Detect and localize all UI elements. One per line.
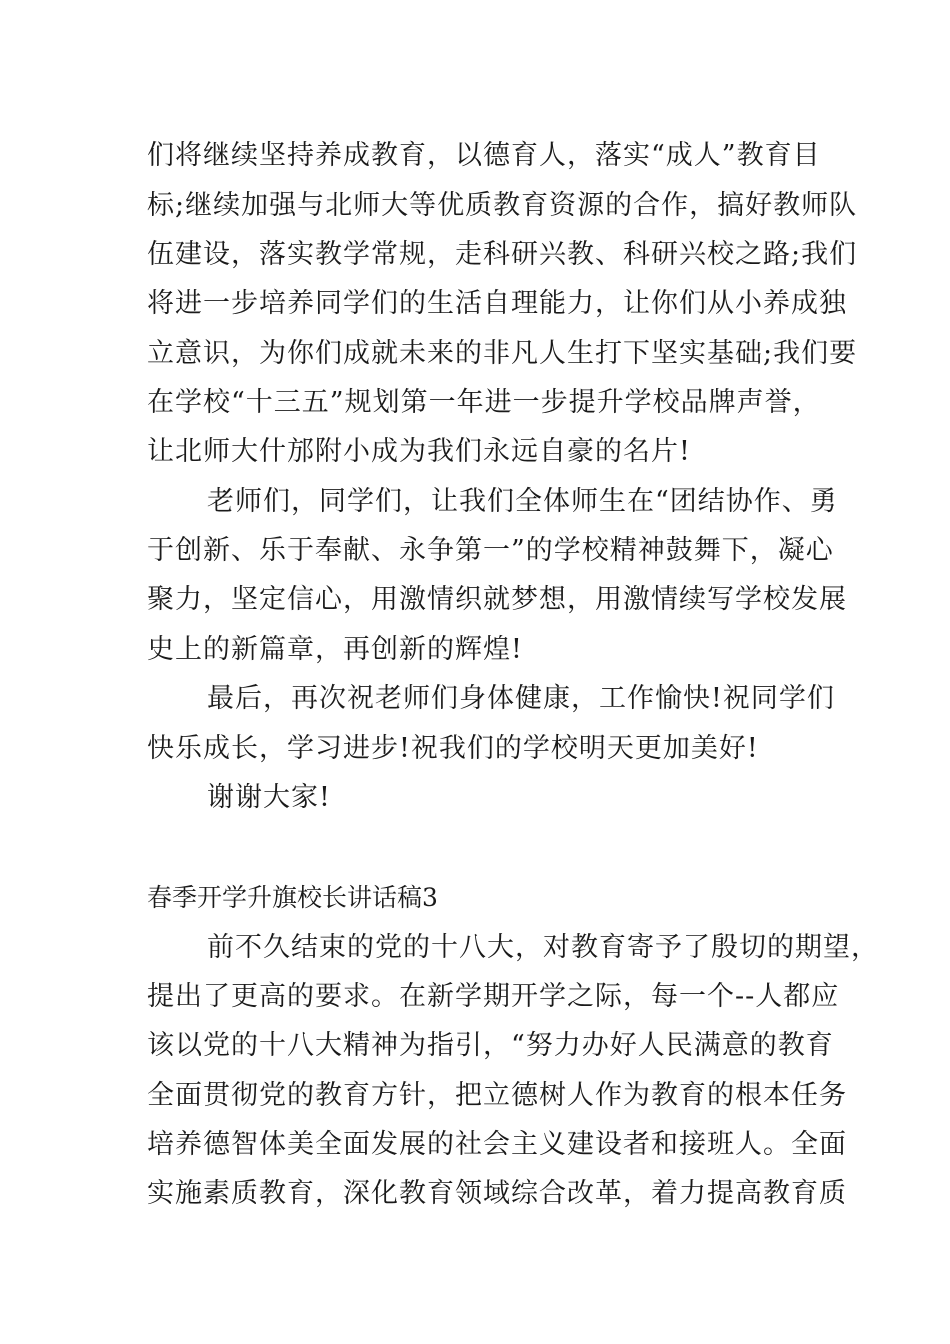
paragraph-line: 聚力，坚定信心，用激情织就梦想，用激情续写学校发展 [147, 584, 847, 615]
section-heading: 春季开学升旗校长讲话稿3 [147, 883, 438, 912]
paragraph-line: 培养德智体美全面发展的社会主义建设者和接班人。全面 [147, 1129, 847, 1160]
paragraph-line: 该以党的十八大精神为指引，“努力办好人民满意的教育 [147, 1030, 834, 1061]
paragraph-line: 标;继续加强与北师大等优质教育资源的合作，搞好教师队 [147, 190, 858, 221]
paragraph-line: 全面贯彻党的教育方针，把立德树人作为教育的根本任务 [147, 1080, 847, 1111]
paragraph-line: 最后，再次祝老师们身体健康，工作愉快!祝同学们 [207, 683, 835, 714]
paragraph-line: 让北师大什邡附小成为我们永远自豪的名片! [147, 436, 691, 467]
paragraph-line: 快乐成长，学习进步!祝我们的学校明天更加美好! [147, 733, 759, 764]
paragraph-line: 于创新、乐于奉献、永争第一”的学校精神鼓舞下，凝心 [147, 535, 834, 566]
paragraph-line: 立意识，为你们成就未来的非凡人生打下坚实基础;我们要 [147, 338, 858, 369]
paragraph-line: 提出了更高的要求。在新学期开学之际，每一个--人都应 [147, 981, 840, 1012]
paragraph-line: 史上的新篇章，再创新的辉煌! [147, 634, 523, 665]
paragraph-line: 们将继续坚持养成教育，以德育人，落实“成人”教育目 [147, 140, 821, 171]
paragraph-line: 老师们，同学们，让我们全体师生在“团结协作、勇 [207, 486, 838, 517]
paragraph-line: 谢谢大家! [207, 782, 331, 813]
paragraph-line: 在学校“十三五”规划第一年进一步提升学校品牌声誉， [147, 387, 821, 418]
paragraph-line: 将进一步培养同学们的生活自理能力，让你们从小养成独 [147, 288, 847, 319]
paragraph-line: 伍建设，落实教学常规，走科研兴教、科研兴校之路;我们 [147, 239, 858, 270]
paragraph-line: 前不久结束的党的十八大，对教育寄予了殷切的期望， [207, 932, 879, 963]
paragraph-line: 实施素质教育，深化教育领域综合改革，着力提高教育质 [147, 1178, 847, 1209]
